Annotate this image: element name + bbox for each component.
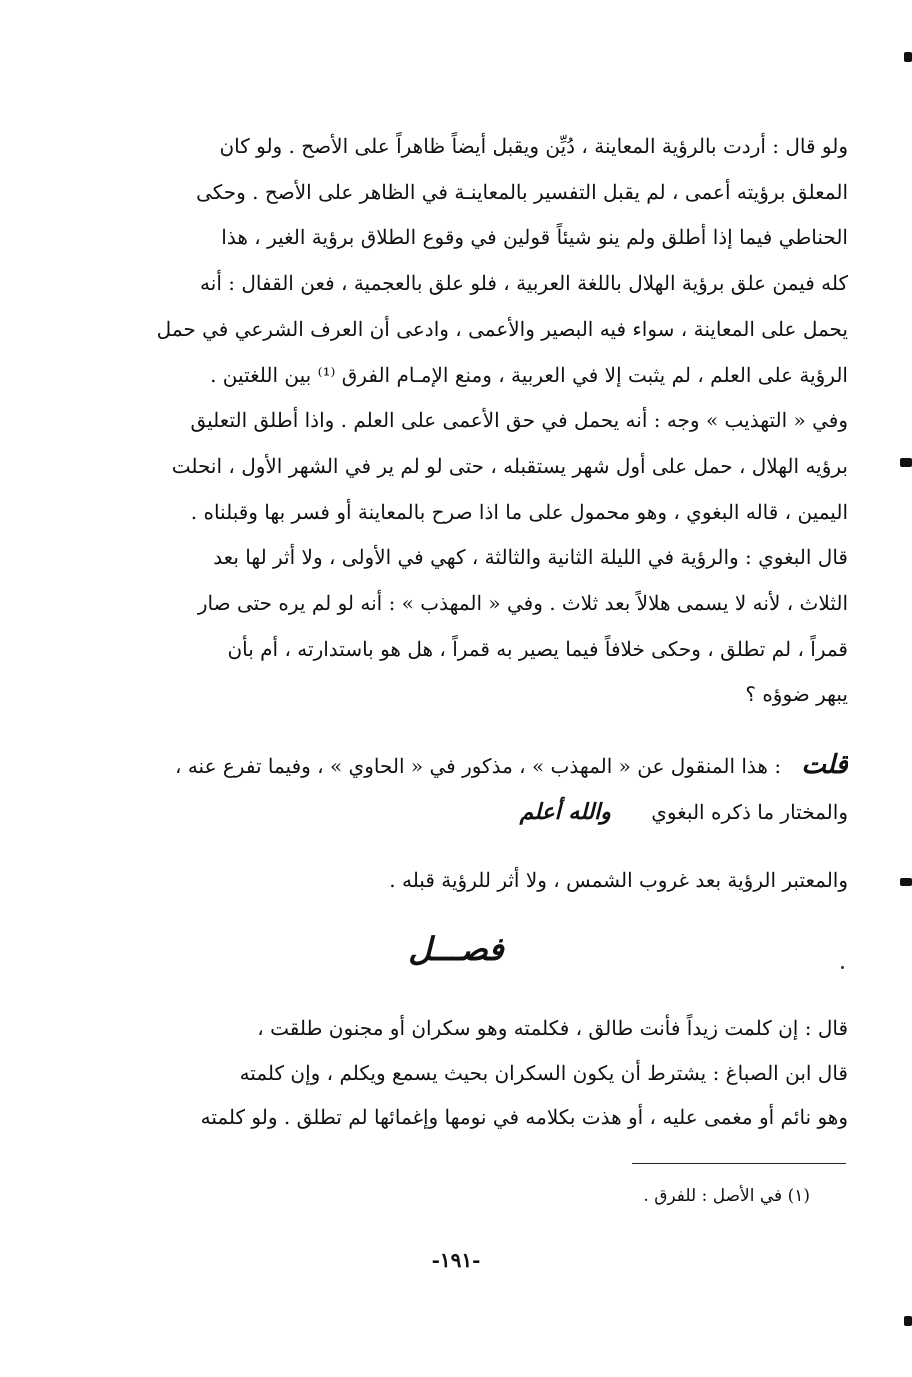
text-line: وهو نائم أو مغمى عليه ، أو هذت بكلامه في نومها وإغمائها لم تطلق . ولو كلمته [200,1105,848,1129]
qult-line-2 [128,790,848,836]
text-line: يبهر ضوؤه ؟ [745,682,848,707]
text-line: برؤيه الهلال ، حمل على أول شهر يستقبله ، حتى لو لم ير في الشهر الأول ، انحلت [171,453,848,478]
text-line: الحناطي فيما إذا أطلق ولم ينو شيئاً قولين في وقوع الطلاق برؤية الغير ، هذا [221,225,848,250]
footnote: (١) في الأصل : للفرق . [643,1186,810,1206]
speck [841,966,844,969]
text-line: الرؤية على العلم ، لم يثبت إلا في العربية ، ومنع الإمـام الفرق ⁽¹⁾ بين اللغتين . [210,362,848,387]
text-line: وفي « التهذيب » وجه : أنه يحمل في حق الأعمى على العلم . واذا أطلق التعليق [190,408,848,433]
qult-text: : هذا المنقول عن « المهذب » ، مذكور في « الحاوي » ، وفيما تفرع عنه ، [175,754,782,778]
qult-text-2: والمختار ما ذكره البغوي [651,799,848,824]
text-line: قال البغوي : والرؤية في الليلة الثانية والثالثة ، كهي في الأولى ، ولا أثر لها بعد [213,545,848,570]
text-line: قال : إن كلمت زيداً فأنت طالق ، فكلمته وهو سكران أو مجنون طلقت ، [257,1016,848,1040]
paragraph-1 [128,124,848,718]
text-line: المعلق برؤيته أعمى ، لم يقبل التفسير بالمعاينـة في الظاهر على الأصح . وحكى [196,179,848,204]
text-line: يحمل على المعاينة ، سواء فيه البصير والأعمى ، وادعى أن العرف الشرعي في حمل [156,316,848,341]
margin-mark [904,52,912,62]
page-number: -١٩١- [431,1248,481,1272]
text-line: قمراً ، لم تطلق ، وحكى خلافاً فيما يصير به قمراً ، هل هو باستدارته ، أم بأن [227,636,848,661]
margin-mark [900,878,912,886]
qult-line-1 [128,743,848,790]
section-title: فصـــل [408,930,504,968]
text-line: قال ابن الصباغ : يشترط أن يكون السكران بحيث يسمع ويكلم ، وإن كلمته [239,1060,848,1085]
paragraph-3 [128,1006,848,1140]
text-line: اليمين ، قاله البغوي ، وهو محمول على ما اذا صرح بالمعاينة أو فسر بها وقبلناه . [190,499,848,524]
margin-mark [900,458,912,467]
paragraph-2 [128,858,848,904]
footnote-rule [632,1163,846,1164]
text-line: الثلاث ، لأنه لا يسمى هلالاً بعد ثلاث . وفي « المهذب » : أنه لو لم يره حتى صار [197,591,848,616]
text-line: كله فيمن علق برؤية الهلال باللغة العربية ، فلو علق بالعجمية ، فعن القفال : أنه [200,271,848,296]
qult-sign: والله أعلم [519,798,611,825]
text-line: ولو قال : أردت بالرؤية المعاينة ، دُيِّن ويقبل أيضاً ظاهراً على الأصح . ولو كان [219,134,848,158]
qult-lead: قلت [801,750,848,780]
text-line: والمعتبر الرؤية بعد غروب الشمس ، ولا أثر للرؤية قبله . [389,868,848,892]
qult-note [128,743,848,835]
margin-mark [904,1316,912,1326]
